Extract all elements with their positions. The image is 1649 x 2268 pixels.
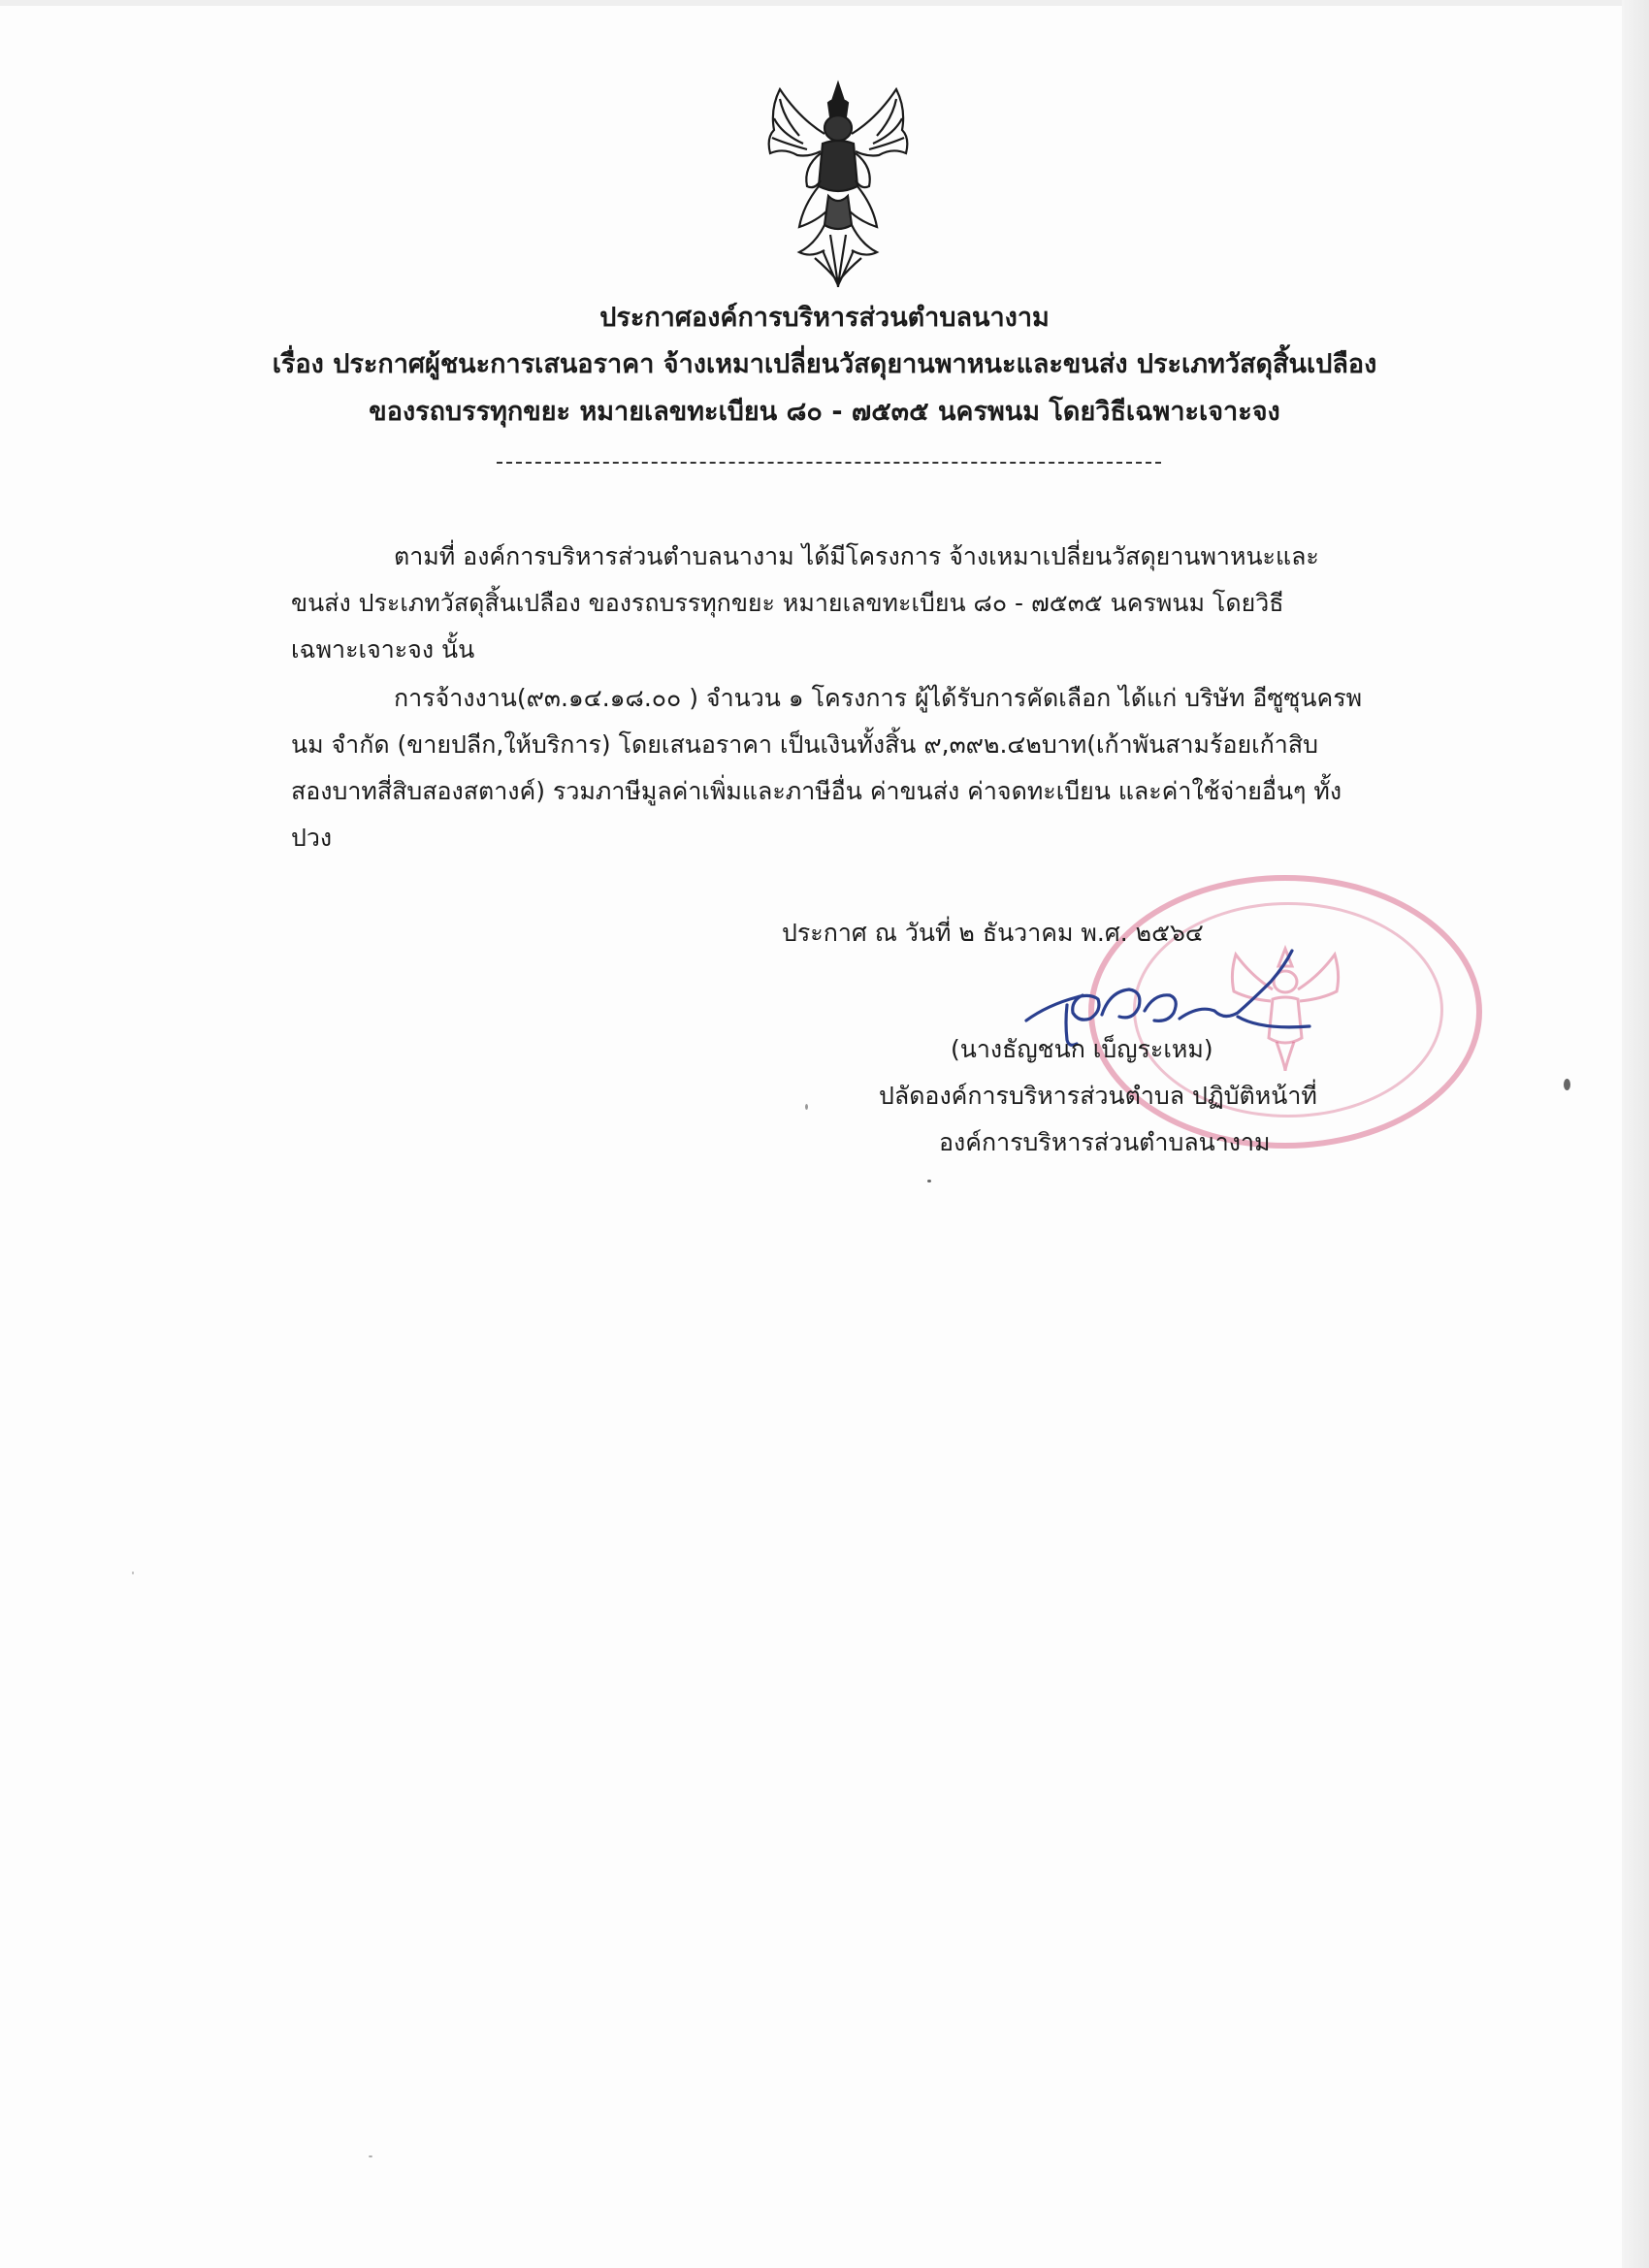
scan-speck xyxy=(805,1104,808,1110)
scan-edge-top xyxy=(0,0,1649,6)
body-para1-line2: ขนส่ง ประเภทวัสดุสิ้นเปลือง ของรถบรรทุกขยะ หมายเลขทะเบียน ๘๐ - ๗๕๓๕ นครพนม โดยวิธี xyxy=(291,589,1284,617)
scan-speck xyxy=(132,1571,134,1574)
scan-edge-right xyxy=(1622,0,1649,2268)
scan-speck xyxy=(369,2155,372,2157)
body-para2-line3: สองบาทสี่สิบสองสตางค์) รวมภาษีมูลค่าเพิ่มและภาษีอื่น ค่าขนส่ง ค่าจดทะเบียน และค่าใช้จ่ายอื่นๆ ทั้ง xyxy=(291,777,1342,805)
body-para1-line1: ตามที่ องค์การบริหารส่วนตำบลนางาม ได้มีโครงการ จ้างเหมาเปลี่ยนวัสดุยานพาหนะและ xyxy=(394,542,1319,570)
signer-position: ปลัดองค์การบริหารส่วนตำบล ปฏิบัติหน้าที่ xyxy=(879,1082,1317,1110)
signer-organization: องค์การบริหารส่วนตำบลนางาม xyxy=(939,1128,1271,1156)
announcement-title: ประกาศองค์การบริหารส่วนตำบลนางาม xyxy=(599,303,1050,333)
body-para2-line4: ปวง xyxy=(291,824,333,852)
body-para1-line3: เฉพาะเจาะจง นั้น xyxy=(291,635,475,664)
body-para2-line1: การจ้างงาน(๙๓.๑๔.๑๘.๐๐ ) จำนวน ๑ โครงการ ผู้ได้รับการคัดเลือก ได้แก่ บริษัท อีซูซุนครพ xyxy=(394,684,1363,712)
garuda-emblem-icon xyxy=(760,80,916,291)
scan-speck xyxy=(927,1180,931,1183)
signer-name: (นางธัญชนก เบ็ญระเหม) xyxy=(951,1035,1213,1063)
announcement-date: ประกาศ ณ วันที่ ๒ ธันวาคม พ.ศ. ๒๕๖๔ xyxy=(782,919,1204,947)
announcement-subject-line-1: เรื่อง ประกาศผู้ชนะการเสนอราคา จ้างเหมาเปลี่ยนวัสดุยานพาหนะและขนส่ง ประเภทวัสดุสิ้นเปลือง xyxy=(272,349,1377,379)
scan-speck xyxy=(1564,1079,1570,1090)
heading-divider xyxy=(497,462,1161,464)
body-para2-line2: นม จำกัด (ขายปลีก,ให้บริการ) โดยเสนอราคา เป็นเงินทั้งสิ้น ๙,๓๙๒.๔๒บาท(เก้าพันสามร้อยเก้าสิบ xyxy=(291,730,1318,759)
announcement-subject-line-2: ของรถบรรทุกขยะ หมายเลขทะเบียน ๘๐ - ๗๕๓๕ นครพนม โดยวิธีเฉพาะเจาะจง xyxy=(369,397,1280,427)
